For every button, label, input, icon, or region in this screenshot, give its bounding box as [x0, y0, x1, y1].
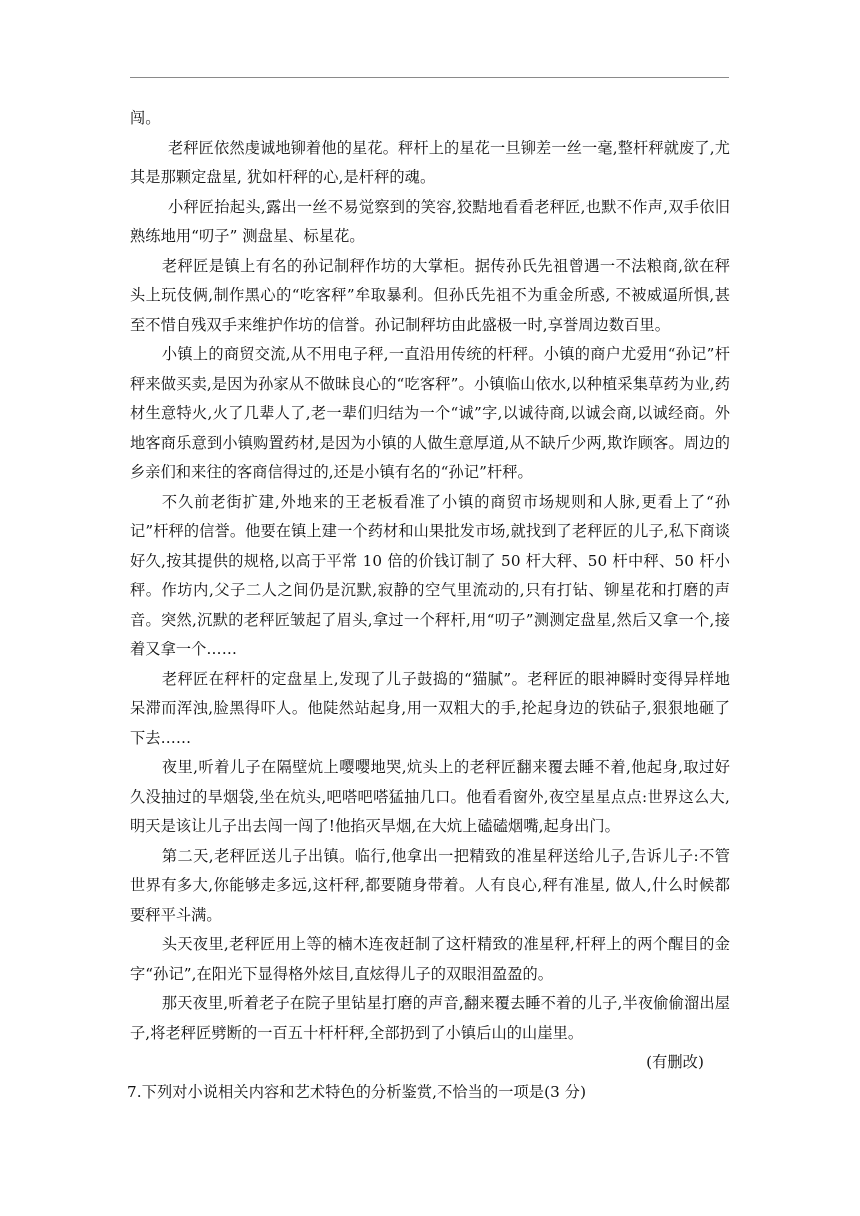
passage — [127, 104, 730, 1107]
paragraph: 头天夜里,老秤匠用上等的楠木连夜赶制了这杆精致的准星秤,杆秤上的两个醒目的金字“孙记”,在阳光下显得格外炫目,直炫得儿子的双眼泪盈盈的。 — [130, 935, 730, 983]
paragraph: 小镇上的商贸交流,从不用电子秤,一直沿用传统的杆秤。小镇的商户尤爱用“孙记”杆秤来做买卖,是因为孙家从不做昧良心的“吃客秤”。小镇临山依水,以种植采集草药为业,药材生意特火,火了几辈人了,老一辈们归结为一个“诚”字,以诚待商,以诚会商,以诚经商。外地客商乐意到小镇购置药材,是因为小镇的人做生意厚道,从不缺斤少两,欺诈顾客。周边的乡亲们和来往的客商信得过的,还是小镇有名的“孙记”杆秤。 — [130, 345, 730, 481]
paragraph: 不久前老街扩建,外地来的王老板看准了小镇的商贸市场规则和人脉,更看上了“孙记”杆秤的信誉。他要在镇上建一个药材和山果批发市场,就找到了老秤匠的儿子,私下商谈好久,按其提供的规格,以高于平常 10 倍的价钱订制了 50 杆大秤、50 杆中秤、50 杆小秤。作坊内,父子二人之间仍是沉默,寂静的空气里流动的,只有打钻、铆星花和打磨的声音。突然,沉默的老秤匠皱起了眉头,拿过一个秤杆,用“叨子”测测定盘星,然后又拿一个,接着又拿一个…… — [130, 492, 730, 658]
paragraph: 小秤匠抬起头,露出一丝不易觉察到的笑容,狡黠地看看老秤匠,也默不作声,双手依旧熟练地用“叨子” 测盘星、标星花。 — [130, 197, 730, 245]
paragraph: 那天夜里,听着老子在院子里钻星打磨的声音,翻来覆去睡不着的儿子,半夜偷偷溜出屋子,将老秤匠劈断的一百五十杆杆秤,全部扔到了小镇后山的山崖里。 — [130, 994, 730, 1042]
paragraph: 第二天,老秤匠送儿子出镇。临行,他拿出一把精致的准星秤送给儿子,告诉儿子:不管世界有多大,你能够走多远,这杆秤,都要随身带着。人有良心,秤有准星, 做人,什么时候都要秤平斗满。 — [130, 846, 730, 924]
question-7: 7.下列对小说相关内容和艺术特色的分析鉴赏,不恰当的一项是(3 分) — [127, 1082, 587, 1101]
header-rule — [130, 77, 729, 78]
paragraph: 老秤匠依然虔诚地铆着他的星花。秤杆上的星花一旦铆差一丝一毫,整杆秤就废了,尤其是那颗定盘星, 犹如杆秤的心,是杆秤的魂。 — [130, 138, 730, 186]
paragraph: 老秤匠在秤杆的定盘星上,发现了儿子鼓捣的“猫腻”。老秤匠的眼神瞬时变得异样地呆滞而浑浊,脸黑得吓人。他陡然站起身,用一双粗大的手,抡起身边的铁砧子,狠狠地砸了下去…… — [130, 669, 730, 747]
paragraph-continuation: 闯。 — [130, 109, 161, 127]
source-note: (有删改) — [646, 1053, 704, 1071]
paragraph: 夜里,听着儿子在隔壁炕上嘤嘤地哭,炕头上的老秤匠翻来覆去睡不着,他起身,取过好久没抽过的旱烟袋,坐在炕头,吧嗒吧嗒猛抽几口。他看看窗外,夜空星星点点:世界这么大,明天是该让儿子出去闯一闯了!他掐灭旱烟,在大炕上磕磕烟嘴,起身出门。 — [130, 758, 730, 835]
paragraph: 老秤匠是镇上有名的孙记制秤作坊的大掌柜。据传孙氏先祖曾遇一不法粮商,欲在秤头上玩伎俩,制作黑心的“吃客秤”牟取暴利。但孙氏先祖不为重金所惑, 不被威逼所惧,甚至不惜自残双手来维护作坊的信誉。孙记制秤坊由此盛极一时,享誉周边数百里。 — [130, 256, 730, 334]
